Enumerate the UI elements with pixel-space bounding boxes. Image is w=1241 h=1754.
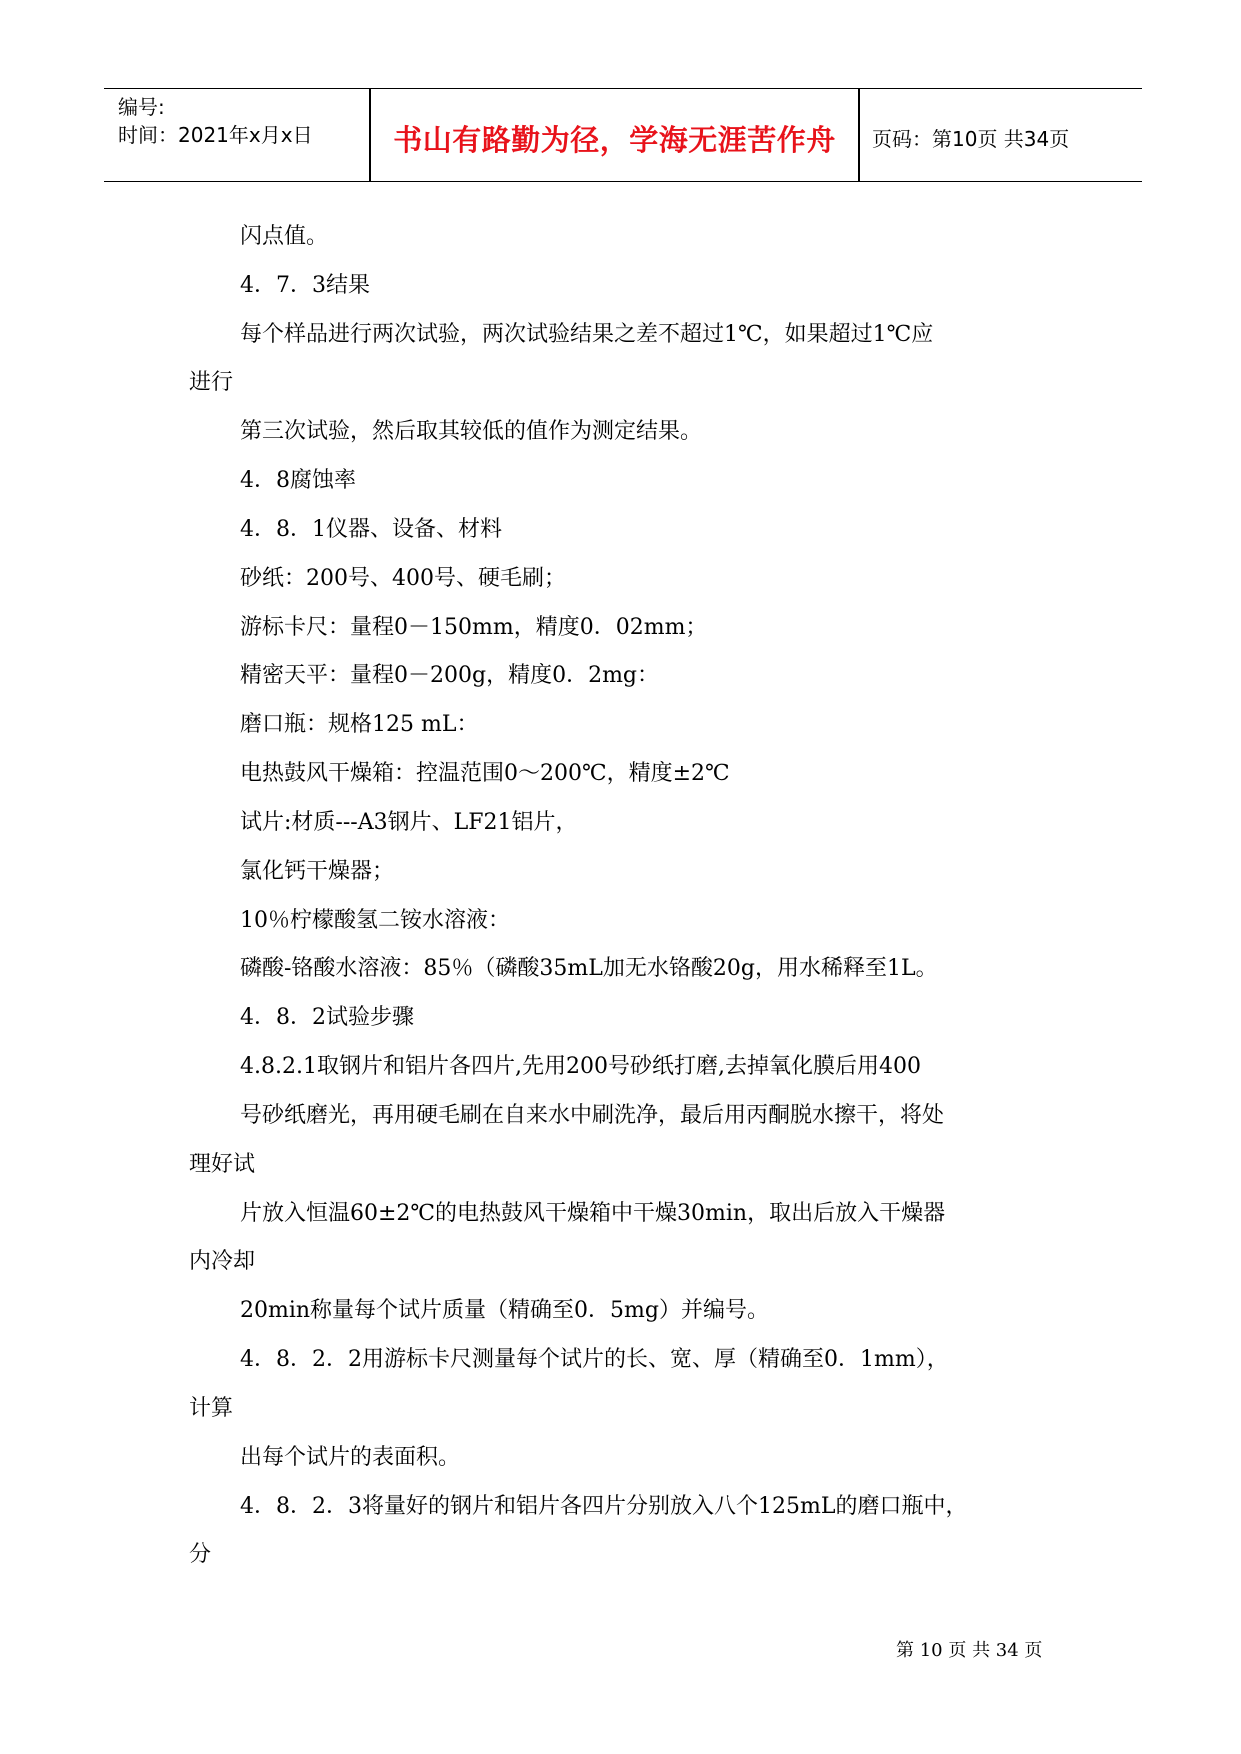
text-line: 片放入恒温60±2℃的电热鼓风干燥箱中干燥30min，取出后放入干燥器 — [240, 1201, 946, 1226]
text-line: 精密天平：量程0－200g，精度0．2mg： — [240, 663, 660, 688]
text-line: 4．8．2．3将量好的钢片和铝片各四片分别放入八个125mL的磨口瓶中， — [240, 1494, 968, 1519]
text-line: 每个样品进行两次试验，两次试验结果之差不超过1℃，如果超过1℃应 — [240, 322, 934, 347]
section-heading: 4．8腐蚀率 — [240, 468, 356, 493]
section-heading: 4．7．3结果 — [240, 273, 370, 298]
text-line: 分 — [189, 1542, 212, 1567]
text-line: 进行 — [189, 370, 234, 395]
text-line: 氯化钙干燥器； — [240, 859, 395, 884]
text-line: 磨口瓶：规格125 mL： — [240, 712, 479, 737]
text-line: 砂纸：200号、400号、硬毛刷； — [240, 566, 566, 591]
section-heading: 4．8．2试验步骤 — [240, 1005, 414, 1030]
text-line: 20min称量每个试片质量（精确至0．5mg）并编号。 — [240, 1298, 770, 1323]
text-line: 计算 — [189, 1396, 234, 1421]
text-line: 试片:材质---A3钢片、LF21铝片， — [240, 810, 578, 835]
text-line: 号砂纸磨光，再用硬毛刷在自来水中刷洗净，最后用丙酮脱水擦干，将处 — [240, 1103, 945, 1128]
text-line: 出每个试片的表面积。 — [240, 1445, 461, 1470]
header-divider — [858, 89, 860, 181]
text-line: 内冷却 — [189, 1249, 256, 1274]
text-line: 磷酸-铬酸水溶液：85％（磷酸35mL加无水铬酸20g，用水稀释至1L。 — [240, 956, 938, 981]
text-line: 理好试 — [189, 1152, 256, 1177]
text-line: 第三次试验，然后取其较低的值作为测定结果。 — [240, 419, 703, 444]
page-footer: 第 10 页 共 34 页 — [896, 1640, 1043, 1661]
section-heading: 4．8．1仪器、设备、材料 — [240, 517, 502, 542]
header-meta — [118, 93, 313, 149]
text-line: 闪点值。 — [240, 224, 329, 249]
page-header — [104, 88, 1142, 182]
header-page-info: 页码：第10页 共34页 — [872, 127, 1070, 151]
text-line: 10％柠檬酸氢二铵水溶液： — [240, 908, 510, 933]
document-number-label: 编号: — [118, 95, 165, 119]
document-time-label: 时间：2021年x月x日 — [118, 123, 313, 147]
header-motto: 书山有路勤为径，学海无涯苦作舟 — [393, 123, 836, 157]
text-line: 4.8.2.1取钢片和铝片各四片,先用200号砂纸打磨,去掉氧化膜后用400 — [240, 1054, 921, 1079]
text-line: 游标卡尺：量程0－150mm，精度0．02mm； — [240, 615, 708, 640]
text-line: 4．8．2．2用游标卡尺测量每个试片的长、宽、厚（精确至0．1mm）， — [240, 1347, 949, 1372]
text-line: 电热鼓风干燥箱：控温范围0～200℃，精度±2℃ — [240, 761, 730, 786]
